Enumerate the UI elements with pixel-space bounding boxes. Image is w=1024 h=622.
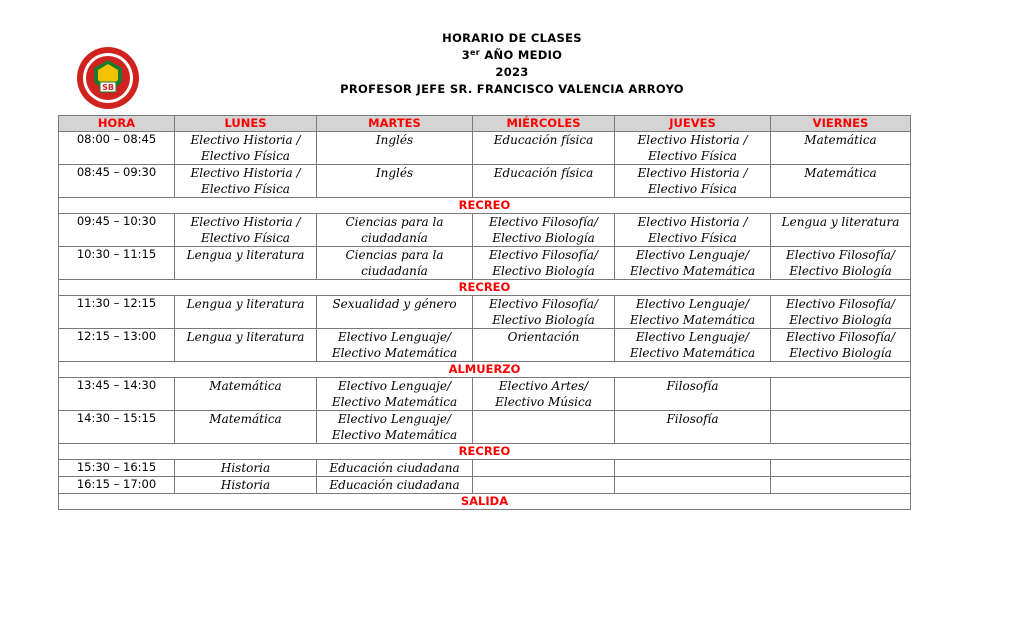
class-cell: Lengua y literatura	[175, 329, 317, 362]
class-cell	[615, 477, 771, 494]
class-cell	[615, 460, 771, 477]
class-cell: Electivo Historia / Electivo Física	[175, 132, 317, 165]
class-cell	[473, 460, 615, 477]
class-cell	[771, 411, 911, 444]
column-header-martes: MARTES	[317, 116, 473, 132]
class-cell: Lengua y literatura	[175, 296, 317, 329]
schedule-row	[59, 477, 911, 494]
time-slot: 11:30 – 12:15	[59, 296, 175, 329]
time-slot: 15:30 – 16:15	[59, 460, 175, 477]
class-cell: Electivo Lenguaje/ Electivo Matemática	[615, 329, 771, 362]
class-cell: Filosofía	[615, 378, 771, 411]
class-cell: Electivo Historia / Electivo Física	[615, 165, 771, 198]
column-header-viernes: VIERNES	[771, 116, 911, 132]
column-header-hora: HORA	[59, 116, 175, 132]
schedule-row	[59, 296, 911, 329]
class-cell	[473, 411, 615, 444]
teacher-line: PROFESOR JEFE SR. FRANCISCO VALENCIA ARROYO	[340, 82, 684, 96]
time-slot: 09:45 – 10:30	[59, 214, 175, 247]
break-label: RECREO	[59, 280, 911, 296]
time-slot: 08:45 – 09:30	[59, 165, 175, 198]
class-cell: Ciencias para la ciudadanía	[317, 247, 473, 280]
schedule-row	[59, 247, 911, 280]
class-cell: Electivo Filosofía/ Electivo Biología	[473, 247, 615, 280]
class-cell: Electivo Filosofía/ Electivo Biología	[473, 214, 615, 247]
logo-initials: SB	[102, 83, 114, 92]
break-row	[59, 198, 911, 214]
class-cell: Electivo Historia / Electivo Física	[615, 132, 771, 165]
class-cell: Electivo Lenguaje/ Electivo Matemática	[615, 296, 771, 329]
break-row	[59, 494, 911, 510]
class-cell: Electivo Artes/ Electivo Música	[473, 378, 615, 411]
class-cell: Lengua y literatura	[175, 247, 317, 280]
column-header-lunes: LUNES	[175, 116, 317, 132]
class-cell	[473, 477, 615, 494]
time-slot: 08:00 – 08:45	[59, 132, 175, 165]
column-header-jueves: JUEVES	[615, 116, 771, 132]
class-cell: Electivo Lenguaje/ Electivo Matemática	[317, 329, 473, 362]
class-cell: Electivo Lenguaje/ Electivo Matemática	[317, 411, 473, 444]
class-cell: Electivo Lenguaje/ Electivo Matemática	[317, 378, 473, 411]
class-cell: Inglés	[317, 165, 473, 198]
class-cell: Filosofía	[615, 411, 771, 444]
grade-line: 3er AÑO MEDIO	[461, 48, 563, 62]
document-header	[0, 30, 1024, 98]
class-cell: Matemática	[771, 165, 911, 198]
break-label: SALIDA	[59, 494, 911, 510]
schedule-row	[59, 165, 911, 198]
class-cell: Matemática	[771, 132, 911, 165]
class-cell: Electivo Lenguaje/ Electivo Matemática	[615, 247, 771, 280]
class-cell	[771, 378, 911, 411]
class-cell: Educación física	[473, 132, 615, 165]
schedule-row	[59, 132, 911, 165]
time-slot: 13:45 – 14:30	[59, 378, 175, 411]
break-row	[59, 444, 911, 460]
break-label: ALMUERZO	[59, 362, 911, 378]
break-label: RECREO	[59, 444, 911, 460]
class-cell: Educación física	[473, 165, 615, 198]
class-cell: Historia	[175, 460, 317, 477]
class-cell: Orientación	[473, 329, 615, 362]
class-cell: Inglés	[317, 132, 473, 165]
class-cell: Educación ciudadana	[317, 477, 473, 494]
class-cell: Electivo Filosofía/ Electivo Biología	[771, 329, 911, 362]
schedule-row	[59, 214, 911, 247]
schedule-row	[59, 411, 911, 444]
class-cell: Electivo Filosofía/ Electivo Biología	[771, 296, 911, 329]
document-title: HORARIO DE CLASES	[442, 31, 582, 45]
year: 2023	[495, 65, 529, 79]
class-cell: Electivo Historia / Electivo Física	[615, 214, 771, 247]
schedule-row	[59, 378, 911, 411]
break-label: RECREO	[59, 198, 911, 214]
class-cell: Matemática	[175, 378, 317, 411]
class-cell: Ciencias para la ciudadanía	[317, 214, 473, 247]
schedule-row	[59, 460, 911, 477]
class-cell: Lengua y literatura	[771, 214, 911, 247]
class-cell: Historia	[175, 477, 317, 494]
class-cell: Electivo Historia / Electivo Física	[175, 214, 317, 247]
time-slot: 12:15 – 13:00	[59, 329, 175, 362]
class-cell: Electivo Historia / Electivo Física	[175, 165, 317, 198]
class-cell: Sexualidad y género	[317, 296, 473, 329]
break-row	[59, 362, 911, 378]
schedule-row	[59, 329, 911, 362]
break-row	[59, 280, 911, 296]
time-slot: 16:15 – 17:00	[59, 477, 175, 494]
time-slot: 10:30 – 11:15	[59, 247, 175, 280]
class-cell: Educación ciudadana	[317, 460, 473, 477]
class-cell: Electivo Filosofía/ Electivo Biología	[473, 296, 615, 329]
class-cell: Electivo Filosofía/ Electivo Biología	[771, 247, 911, 280]
schedule-table	[58, 115, 911, 510]
class-cell	[771, 460, 911, 477]
header-row	[59, 116, 911, 132]
class-cell	[771, 477, 911, 494]
time-slot: 14:30 – 15:15	[59, 411, 175, 444]
column-header-miércoles: MIÉRCOLES	[473, 116, 615, 132]
class-cell: Matemática	[175, 411, 317, 444]
